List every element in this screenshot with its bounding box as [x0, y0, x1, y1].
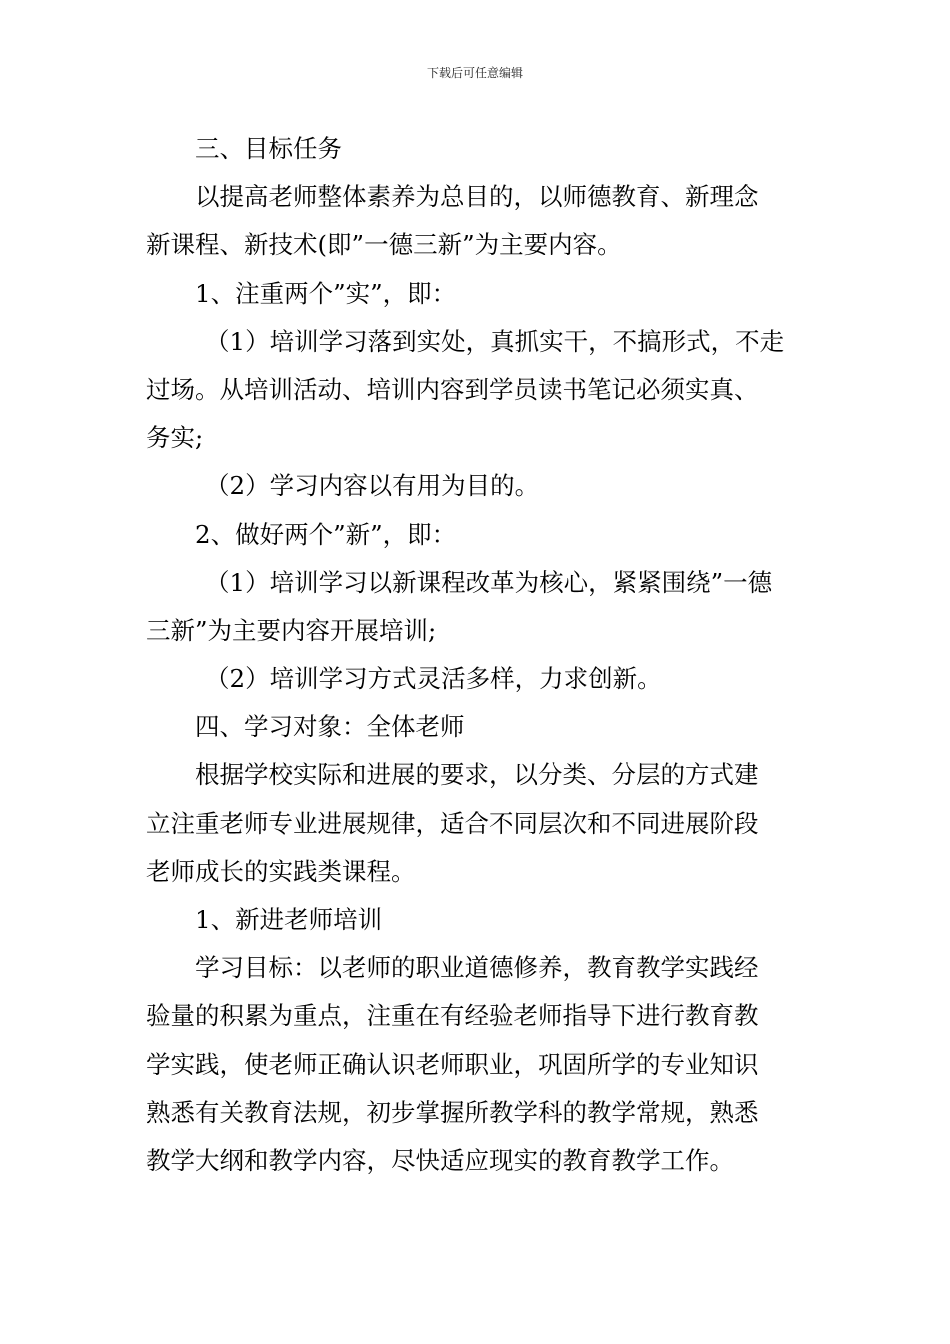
paragraph-line: 学实践，使老师正确认识老师职业，巩固所学的专业知识: [146, 1049, 759, 1079]
section-heading-audience: 四、学习对象：全体老师: [195, 712, 465, 742]
paragraph-line: 三新”为主要内容开展培训;: [146, 615, 437, 645]
paragraph-line: 老师成长的实践类课程。: [146, 856, 416, 886]
paragraph-line: 务实;: [146, 423, 204, 453]
paragraph-line: 以提高老师整体素养为总目的，以师德教育、新理念: [195, 182, 759, 212]
paragraph-line: 过场。从培训活动、培训内容到学员读书笔记必须实真、: [146, 374, 759, 404]
document-body: [146, 125, 808, 1185]
page-header-note: 下载后可任意编辑: [426, 66, 523, 80]
section-heading-goals: 三、目标任务: [195, 134, 342, 163]
list-item-heading: 1、注重两个”实”，即：: [195, 278, 457, 308]
paragraph-line: （2）培训学习方式灵活多样，力求创新。: [205, 664, 662, 694]
paragraph-line: 根据学校实际和进展的要求，以分类、分层的方式建: [195, 760, 759, 790]
paragraph-line: 立注重老师专业进展规律，适合不同层次和不同进展阶段: [146, 808, 759, 838]
list-item-heading: 1、新进老师培训: [195, 905, 383, 934]
list-item-heading: 2、做好两个”新”，即：: [195, 519, 457, 549]
paragraph-line: （2）学习内容以有用为目的。: [205, 471, 540, 501]
paragraph-line: 教学大纲和教学内容，尽快适应现实的教育教学工作。: [146, 1145, 734, 1175]
paragraph-line: 验量的积累为重点，注重在有经验老师指导下进行教育教: [146, 1001, 759, 1031]
paragraph-line: 熟悉有关教育法规，初步掌握所教学科的教学常规，熟悉: [146, 1097, 759, 1127]
paragraph-line: 学习目标：以老师的职业道德修养，教育教学实践经: [195, 953, 759, 983]
paragraph-line: （1）培训学习落到实处，真抓实干，不搞形式，不走: [205, 326, 785, 356]
paragraph-line: （1）培训学习以新课程改革为核心，紧紧围绕”一德: [205, 567, 773, 597]
paragraph-line: 新课程、新技术(即”一德三新”为主要内容。: [146, 230, 622, 260]
